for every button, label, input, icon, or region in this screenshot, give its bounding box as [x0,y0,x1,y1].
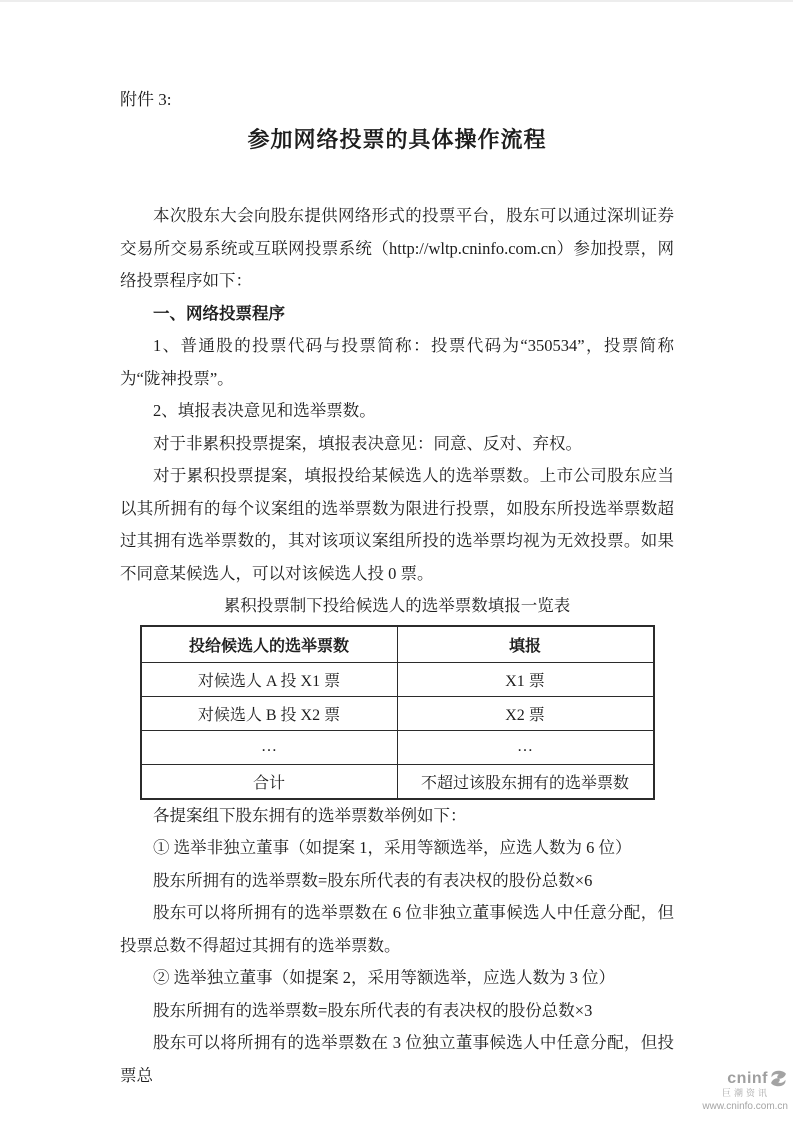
paragraph-cumulative: 对于累积投票提案，填报投给某候选人的选举票数。上市公司股东应当以其所拥有的每个议案组的选举票数为限进行投票，如股东所投选举票数超过其拥有选举票数的，其对该项议案组所投的选举票均视为无效投票。如果不同意某候选人，可以对该候选人投 0 票。 [120,466,674,583]
paragraph-example-1-formula: 股东所拥有的选举票数=股东所代表的有表决权的股份总数×6 [153,870,593,890]
table-cell: 合计 [141,764,398,799]
paragraph-vote-code: 1、普通股的投票代码与投票简称：投票代码为“350534”，投票简称为“陇神投票”。 [120,336,674,388]
document-content [120,88,674,1092]
paragraph-example-1-title: ① 选举非独立董事（如提案 1，采用等额选举，应选人数为 6 位） [153,838,632,857]
section-heading: 一、网络投票程序 [153,303,285,323]
table-header-fill: 填报 [397,626,654,663]
table-caption: 累积投票制下投给候选人的选举票数填报一览表 [223,596,571,615]
table-row [141,696,654,730]
table-cell: 对候选人 B 投 X2 票 [141,696,398,730]
table-cell: 对候选人 A 投 X1 票 [141,662,398,696]
table-header-votes: 投给候选人的选举票数 [141,626,398,663]
cninfo-swirl-icon [769,1069,788,1088]
table-header-row [141,626,654,663]
table-cell: 不超过该股东拥有的选举票数 [397,764,654,799]
table-row [141,662,654,696]
cninfo-logo-url: www.cninfo.com.cn [702,1101,788,1112]
table-cell: … [141,730,398,764]
paragraph-example-2-rule: 股东可以将所拥有的选举票数在 3 位独立董事候选人中任意分配，但投票总 [120,1033,674,1085]
table-cell: X1 票 [397,662,654,696]
paragraph-example-2-title: ② 选举独立董事（如提案 2，采用等额选举，应选人数为 3 位） [153,968,615,987]
paragraph-non-cumulative: 对于非累积投票提案，填报表决意见：同意、反对、弃权。 [153,433,582,453]
cninfo-logo-text: cninf [727,1069,768,1087]
cninfo-logo-chinese: 巨潮资讯 [721,1088,770,1098]
intro-paragraph: 本次股东大会向股东提供网络形式的投票平台，股东可以通过深圳证券交易所交易系统或互联网投票系统（http://wltp.cninfo.com.cn）参加投票，网络投票程序如下： [120,206,674,290]
table-cell: X2 票 [397,696,654,730]
paragraph-example-1-rule: 股东可以将所拥有的选举票数在 6 位非独立董事候选人中任意分配，但投票总数不得超过其拥有的选举票数。 [120,903,674,955]
table-cell: … [397,730,654,764]
vote-table [140,625,655,800]
paragraph-example-2-formula: 股东所拥有的选举票数=股东所代表的有表决权的股份总数×3 [153,1000,593,1020]
paragraph-examples-intro: 各提案组下股东拥有的选举票数举例如下： [153,805,467,825]
table-row [141,730,654,764]
paragraph-fill-opinion: 2、填报表决意见和选举票数。 [153,401,376,420]
cninfo-logo [702,1069,788,1112]
table-row [141,764,654,799]
page-title: 参加网络投票的具体操作流程 [247,127,547,152]
attachment-label: 附件 3: [120,90,172,109]
